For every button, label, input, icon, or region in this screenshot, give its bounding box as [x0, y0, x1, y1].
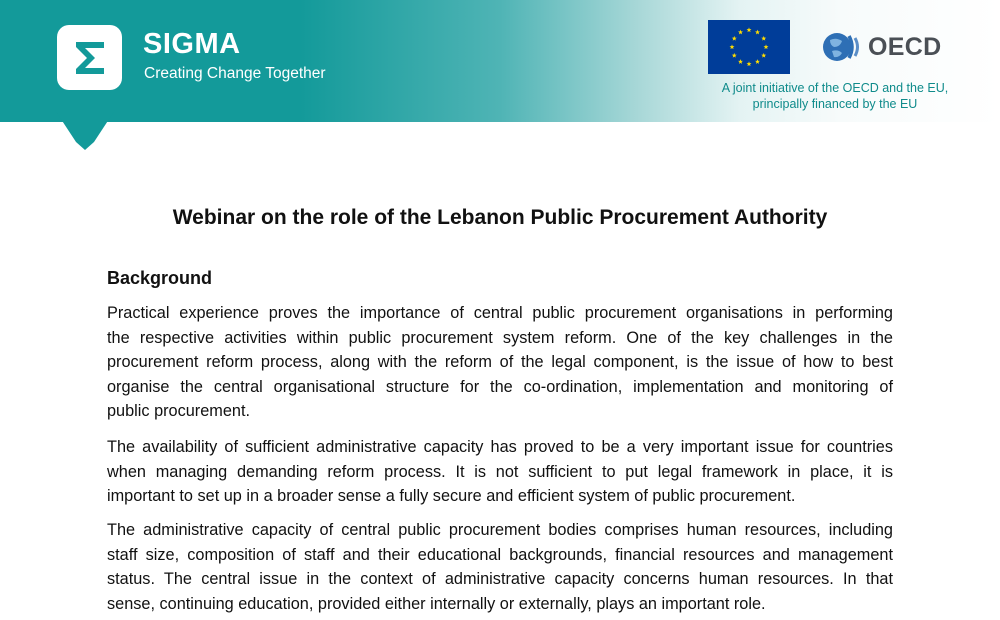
sigma-icon [72, 39, 108, 77]
eu-star-icon [747, 61, 752, 66]
paragraph-line: the respective activities within public procurement system reform. One of the key challenges in the [107, 328, 893, 347]
paragraph-line: procurement reform process, along with the reform of the legal component, is the issue of how to best [107, 353, 893, 371]
paragraph-line: The administrative capacity of central public procurement bodies comprises human resources, including [107, 521, 893, 539]
paragraph-3 [107, 518, 893, 616]
eu-star-icon [738, 59, 743, 64]
paragraph-1 [107, 301, 893, 424]
paragraph-2 [107, 435, 893, 509]
oecd-logo [822, 29, 941, 65]
paragraph-line: sense, continuing education, provided either internally or externally, plays an important role. [107, 594, 766, 613]
paragraph-line: The availability of sufficient administrative capacity has proved to be a very important issue for countries [107, 438, 893, 456]
eu-star-icon [755, 30, 760, 35]
document-title: Webinar on the role of the Lebanon Public Procurement Authority [172, 206, 828, 229]
eu-star-icon [764, 44, 769, 49]
header-banner-notch [55, 110, 115, 150]
oecd-label: OECD [868, 32, 942, 61]
paragraph-line: Practical experience proves the importance of central public procurement organisations in performing [107, 304, 893, 322]
eu-star-icon [738, 30, 743, 35]
sigma-logo [57, 25, 122, 90]
eu-star-icon [732, 36, 737, 41]
paragraph-line: organise the central organisational structure for the co-ordination, implementation and monitoring of [107, 377, 893, 396]
joint-initiative-line-1: A joint initiative of the OECD and the EU, [721, 81, 949, 95]
oecd-globe-icon [822, 31, 864, 63]
eu-star-icon [732, 53, 737, 58]
eu-star-icon [761, 36, 766, 41]
paragraph-line: staff size, composition of staff and their educational backgrounds, financial resources and management [107, 545, 893, 564]
eu-star-icon [747, 27, 752, 32]
brand-tagline: Creating Change Together [144, 65, 326, 82]
paragraph-line: important to set up in a broader sense a fully secure and efficient system of public procurement. [107, 487, 796, 505]
paragraph-line: status. The central issue in the context of administrative capacity concerns human resources. In that [107, 570, 893, 588]
brand-title: SIGMA [143, 28, 241, 60]
eu-star-icon [755, 59, 760, 64]
paragraph-line: when managing demanding reform process. It is not sufficient to put legal framework in place, it is [107, 462, 893, 481]
eu-flag-icon [708, 20, 790, 74]
section-heading-background: Background [107, 268, 213, 288]
eu-star-icon [761, 53, 766, 58]
joint-initiative-line-2: principally financed by the EU [752, 97, 918, 111]
eu-star-icon [730, 44, 735, 49]
paragraph-line: public procurement. [107, 402, 250, 420]
